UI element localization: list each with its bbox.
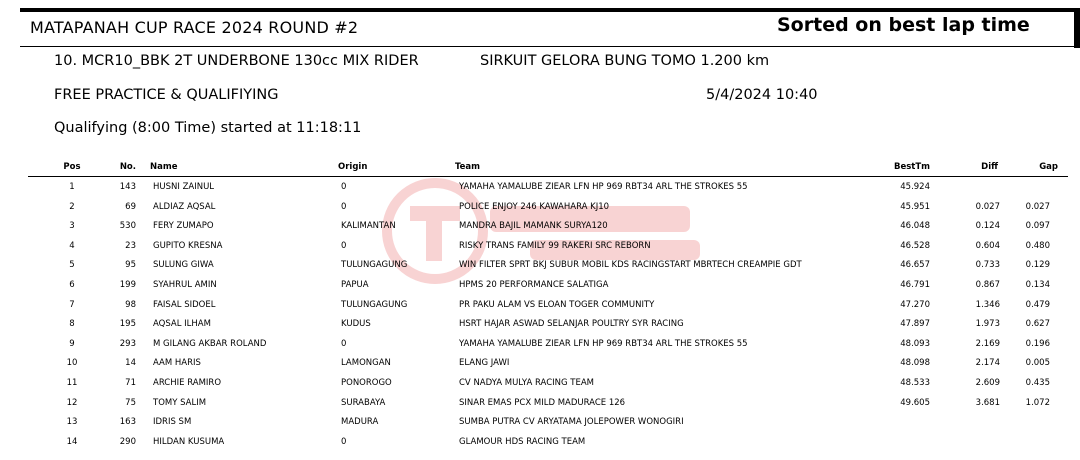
cell-diff: 0.733: [975, 260, 1000, 271]
cell-gap: 0.129: [1025, 260, 1050, 271]
cell-gap: 0.005: [1025, 358, 1050, 369]
cell-diff: 2.609: [975, 377, 1000, 388]
table-row[interactable]: [0, 415, 1080, 435]
cell-team: GLAMOUR HDS RACING TEAM: [459, 436, 586, 447]
cell-best: 48.093: [900, 338, 930, 349]
cell-best: 48.533: [900, 377, 930, 388]
col-origin-header[interactable]: Origin: [338, 162, 368, 172]
cell-team: CV NADYA MULYA RACING TEAM: [459, 377, 594, 388]
cell-gap: 0.097: [1025, 221, 1050, 232]
cell-diff: 1.973: [975, 319, 1000, 330]
cell-no: 293: [119, 338, 136, 349]
table-row[interactable]: [0, 435, 1080, 455]
table-row[interactable]: [0, 376, 1080, 396]
cell-best: 46.528: [900, 240, 930, 251]
table-row[interactable]: [0, 180, 1080, 200]
cell-gap: 0.479: [1025, 299, 1050, 310]
cell-origin: 0: [341, 436, 347, 447]
cell-no: 163: [119, 417, 136, 428]
cell-origin: TULUNGAGUNG: [341, 299, 408, 310]
cell-best: 47.270: [900, 299, 930, 310]
cell-best: 46.791: [900, 279, 930, 290]
cell-pos: 2: [69, 201, 75, 212]
cell-pos: 3: [69, 221, 75, 232]
cell-no: 95: [125, 260, 136, 271]
track-name: SIRKUIT GELORA BUNG TOMO 1.200 km: [480, 53, 770, 69]
cell-gap: 0.480: [1025, 240, 1050, 251]
cell-gap: 1.072: [1025, 397, 1050, 408]
cell-no: 530: [119, 221, 136, 232]
cell-origin: 0: [341, 201, 347, 212]
cell-best: 46.657: [900, 260, 930, 271]
table-row[interactable]: [0, 317, 1080, 337]
cell-diff: 2.174: [975, 358, 1000, 369]
table-header: [0, 162, 1080, 176]
cell-name: TOMY SALIM: [153, 397, 207, 408]
cell-name: AAM HARIS: [153, 358, 201, 369]
cell-name: ARCHIE RAMIRO: [153, 377, 222, 388]
cell-team: HSRT HAJAR ASWAD SELANJAR POULTRY SYR RACING: [459, 319, 684, 330]
table-row[interactable]: [0, 219, 1080, 239]
cell-gap: 0.435: [1025, 377, 1050, 388]
cell-no: 69: [125, 201, 136, 212]
col-name-header[interactable]: Name: [150, 162, 178, 172]
cell-best: 45.951: [900, 201, 930, 212]
cell-name: FERY ZUMAPO: [153, 221, 214, 232]
cell-diff: 0.867: [975, 279, 1000, 290]
cell-team: SUMBA PUTRA CV ARYATAMA JOLEPOWER WONOGIRI: [459, 417, 684, 428]
cell-pos: 14: [66, 436, 78, 447]
results-table-body: [0, 180, 1080, 454]
table-header-divider: [28, 176, 1068, 177]
col-team-header[interactable]: Team: [455, 162, 481, 172]
cell-name: HUSNI ZAINUL: [153, 182, 215, 192]
page-title: MATAPANAH CUP RACE 2024 ROUND #2: [30, 18, 359, 37]
sort-label: Sorted on best lap time: [777, 14, 1030, 36]
cell-diff: 2.169: [975, 338, 1000, 349]
cell-name: HILDAN KUSUMA: [153, 436, 225, 447]
cell-no: 290: [119, 436, 136, 447]
cell-team: ELANG JAWI: [459, 358, 510, 369]
cell-team: WIN FILTER SPRT BKJ SUBUR MOBIL KDS RACINGSTART MBRTECH CREAMPIE GDT: [459, 260, 802, 271]
cell-pos: 11: [66, 377, 78, 388]
event-name: 10. MCR10_BBK 2T UNDERBONE 130cc MIX RIDER: [54, 53, 419, 69]
cell-origin: KALIMANTAN: [341, 221, 396, 232]
session-name: FREE PRACTICE & QUALIFIYING: [54, 87, 279, 103]
col-no-header[interactable]: No.: [119, 162, 136, 172]
table-row[interactable]: [0, 356, 1080, 376]
table-row[interactable]: [0, 396, 1080, 416]
cell-pos: 13: [66, 417, 78, 428]
cell-origin: SURABAYA: [341, 397, 386, 408]
cell-name: FAISAL SIDOEL: [153, 299, 216, 310]
cell-best: 45.924: [900, 182, 930, 192]
cell-pos: 8: [69, 319, 75, 330]
cell-team: MANDRA BAJIL MAMANK SURYA120: [459, 221, 608, 232]
cell-gap: 0.134: [1025, 279, 1050, 290]
cell-pos: 7: [69, 299, 75, 310]
cell-gap: 0.627: [1025, 319, 1050, 330]
cell-no: 143: [119, 182, 136, 192]
cell-name: SULUNG GIWA: [153, 260, 214, 271]
table-row[interactable]: [0, 258, 1080, 278]
cell-no: 71: [125, 377, 136, 388]
cell-origin: 0: [341, 240, 347, 251]
cell-team: RISKY TRANS FAMILY 99 RAKERI SRC REBORN: [459, 240, 651, 251]
cell-pos: 4: [69, 240, 75, 251]
session-datetime: 5/4/2024 10:40: [706, 87, 818, 103]
cell-diff: 0.604: [975, 240, 1000, 251]
cell-no: 75: [125, 397, 136, 408]
header-right-bar: [1074, 8, 1080, 48]
cell-no: 14: [125, 358, 136, 369]
cell-no: 98: [125, 299, 136, 310]
col-pos-header[interactable]: Pos: [63, 162, 81, 172]
cell-origin: LAMONGAN: [341, 358, 391, 369]
cell-gap: 0.196: [1025, 338, 1050, 349]
table-row[interactable]: [0, 298, 1080, 318]
cell-team: SINAR EMAS PCX MILD MADURACE 126: [459, 397, 626, 408]
cell-origin: MADURA: [341, 417, 379, 428]
cell-diff: 0.124: [975, 221, 1000, 232]
col-best-header[interactable]: BestTm: [893, 162, 930, 172]
cell-name: M GILANG AKBAR ROLAND: [153, 338, 267, 349]
cell-name: ALDIAZ AQSAL: [153, 201, 216, 212]
cell-best: 47.897: [900, 319, 930, 330]
cell-diff: 3.681: [975, 397, 1000, 408]
header-divider: [20, 46, 1074, 47]
cell-origin: PAPUA: [341, 279, 369, 290]
cell-origin: TULUNGAGUNG: [341, 260, 408, 271]
col-gap-header[interactable]: Gap: [1039, 162, 1058, 172]
cell-best: 49.605: [900, 397, 930, 408]
cell-pos: 5: [69, 260, 75, 271]
cell-team: POLICE ENJOY 246 KAWAHARA KJ10: [459, 201, 610, 212]
cell-pos: 10: [66, 358, 78, 369]
cell-name: AQSAL ILHAM: [153, 319, 211, 330]
qualifying-info: Qualifying (8:00 Time) started at 11:18:11: [54, 120, 362, 136]
cell-team: HPMS 20 PERFORMANCE SALATIGA: [459, 279, 609, 290]
cell-diff: 1.346: [975, 299, 1000, 310]
cell-no: 23: [125, 240, 136, 251]
cell-team: YAMAHA YAMALUBE ZIEAR LFN HP 969 RBT34 ARL THE STROKES 55: [459, 338, 748, 349]
cell-pos: 9: [69, 338, 75, 349]
cell-name: IDRIS SM: [153, 417, 192, 428]
cell-origin: 0: [341, 182, 347, 192]
cell-pos: 12: [66, 397, 78, 408]
cell-team: PR PAKU ALAM VS ELOAN TOGER COMMUNITY: [459, 299, 655, 310]
cell-best: 48.098: [900, 358, 930, 369]
cell-gap: 0.027: [1025, 201, 1050, 212]
table-row[interactable]: [0, 278, 1080, 298]
cell-origin: KUDUS: [341, 319, 371, 330]
table-row[interactable]: [0, 200, 1080, 220]
cell-pos: 1: [69, 182, 75, 192]
cell-no: 199: [119, 279, 136, 290]
header-top-rule: [20, 8, 1080, 12]
cell-diff: 0.027: [975, 201, 1000, 212]
cell-name: SYAHRUL AMIN: [153, 279, 217, 290]
cell-origin: 0: [341, 338, 347, 349]
cell-origin: PONOROGO: [341, 377, 392, 388]
table-row[interactable]: [0, 239, 1080, 259]
col-diff-header[interactable]: Diff: [981, 162, 998, 172]
table-row[interactable]: [0, 337, 1080, 357]
cell-no: 195: [119, 319, 136, 330]
cell-name: GUPITO KRESNA: [153, 240, 223, 251]
cell-team: YAMAHA YAMALUBE ZIEAR LFN HP 969 RBT34 ARL THE STROKES 55: [459, 182, 748, 192]
cell-best: 46.048: [900, 221, 930, 232]
cell-pos: 6: [69, 279, 75, 290]
